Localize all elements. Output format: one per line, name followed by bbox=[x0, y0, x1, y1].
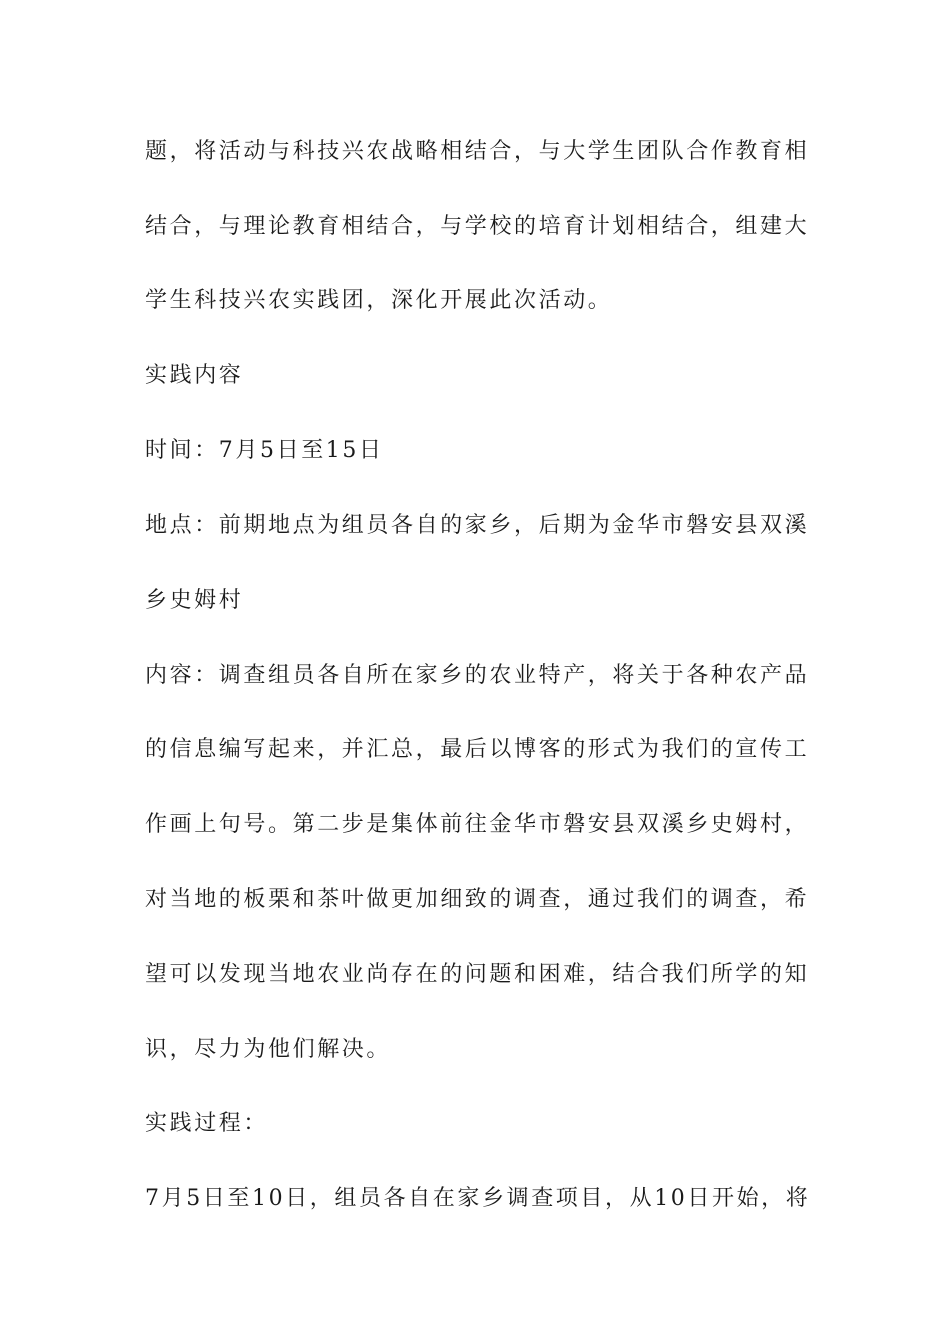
location-line: 地点：前期地点为组员各自的家乡，后期为金华市磐安县双溪 bbox=[145, 513, 810, 538]
paragraph-line: 结合，与理论教育相结合，与学校的培育计划相结合，组建大 bbox=[145, 214, 810, 239]
paragraph-line: 作画上句号。第二步是集体前往金华市磐安县双溪乡史姆村， bbox=[145, 812, 810, 837]
section-heading: 实践过程： bbox=[145, 1111, 269, 1136]
paragraph-line: 的信息编写起来，并汇总，最后以博客的形式为我们的宣传工 bbox=[145, 737, 810, 762]
paragraph-line: 乡史姆村 bbox=[145, 588, 244, 613]
paragraph-line: 识，尽力为他们解决。 bbox=[145, 1037, 392, 1062]
time-line: 时间：7月5日至15日 bbox=[145, 438, 384, 463]
paragraph-line: 题，将活动与科技兴农战略相结合，与大学生团队合作教育相 bbox=[145, 139, 810, 164]
section-heading: 实践内容 bbox=[145, 363, 244, 388]
paragraph-line: 学生科技兴农实践团，深化开展此次活动。 bbox=[145, 288, 613, 313]
paragraph-line: 对当地的板栗和茶叶做更加细致的调查，通过我们的调查，希 bbox=[145, 887, 810, 912]
paragraph-line: 7月5日至10日，组员各自在家乡调查项目，从10日开始，将 bbox=[145, 1186, 811, 1211]
content-line: 内容：调查组员各自所在家乡的农业特产，将关于各种农产品 bbox=[145, 663, 810, 688]
paragraph-line: 望可以发现当地农业尚存在的问题和困难，结合我们所学的知 bbox=[145, 962, 810, 987]
